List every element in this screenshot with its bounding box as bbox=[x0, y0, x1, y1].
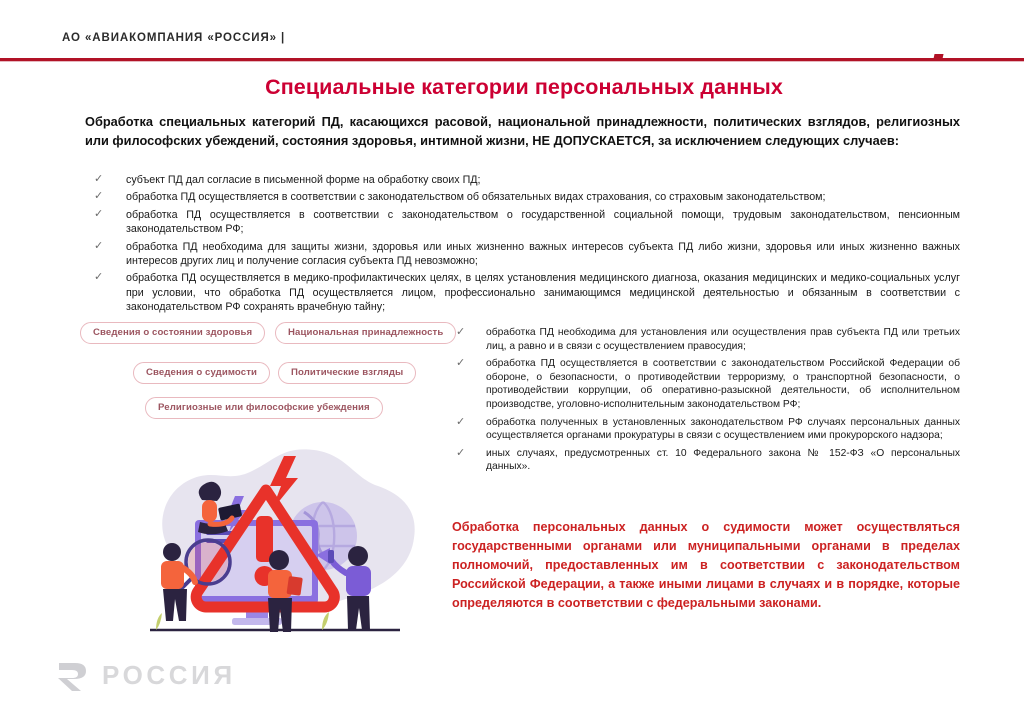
check-icon: ✓ bbox=[94, 207, 104, 220]
footer-logo bbox=[55, 654, 236, 696]
header-divider-tick bbox=[933, 54, 943, 59]
list-item bbox=[88, 190, 960, 204]
list-item bbox=[88, 208, 960, 237]
list-item bbox=[452, 416, 960, 443]
check-icon: ✓ bbox=[456, 357, 466, 370]
tag-health-information[interactable]: Сведения о состоянии здоровья bbox=[80, 322, 265, 344]
special-categories-tag-cloud bbox=[80, 320, 460, 425]
tag-criminal-record[interactable]: Сведения о судимости bbox=[133, 362, 270, 384]
plant-right bbox=[322, 612, 329, 630]
list-item-label: обработка ПД осуществляется в медико-профилактических целях, в целях установления медицинского диагноза, оказания медицинских и медико-социальных услуг при условии, что обработка ПД осуществляется лицом, профессионально занимающимся медицинской деятельностью и обязанным в соответствии с законодательством РФ сохранять врачебную тайну; bbox=[126, 272, 960, 314]
check-icon: ✓ bbox=[94, 271, 104, 284]
intro-paragraph: Обработка специальных категорий ПД, касающихся расовой, национальной принадлежности, политических взглядов, религиозных или философских убеждений, состояния здоровья, интимной жизни, НЕ ДОПУСКАЕТСЯ, за исключением следующих случаев: bbox=[85, 114, 960, 148]
plant-left bbox=[156, 613, 162, 630]
tag-religious-philosophical-beliefs[interactable]: Религиозные или философские убеждения bbox=[145, 397, 383, 419]
check-icon: ✓ bbox=[94, 173, 104, 185]
list-item-label: обработка ПД осуществляется в соответствии с законодательством о государственной социальной помощи, трудовым законодательством, пенсионным законодательством РФ; bbox=[126, 208, 960, 236]
emphasis-paragraph: Обработка персональных данных о судимости может осуществляться государственными органами или муниципальными органами в пределах полномочий, предоставленных им в соответствии с законодательством Российской Федерации, а также иными лицами в случаях и в порядке, которые определяются в соответствии с федеральными законами. bbox=[452, 520, 960, 610]
warning-triangle-people-illustration bbox=[132, 438, 452, 638]
list-item bbox=[88, 240, 960, 269]
top-conditions-list bbox=[88, 173, 960, 318]
header-divider-highlight bbox=[0, 61, 1024, 62]
page-title: Специальные категории персональных данных bbox=[265, 75, 783, 99]
list-item-label: обработка ПД необходима для защиты жизни, здоровья или иных жизненно важных интересов субъекта ПД либо жизни, здоровья или иных жизненно важных интересов других лиц и получение согласия субъекта ПД невозможно; bbox=[126, 240, 960, 268]
check-icon: ✓ bbox=[94, 190, 104, 203]
tag-nationality[interactable]: Национальная принадлежность bbox=[275, 322, 456, 344]
list-item-label: обработка ПД осуществляется в соответствии с законодательством об обязательных видах страхования, со страховым законодательством; bbox=[126, 191, 826, 204]
list-item bbox=[452, 326, 960, 353]
check-icon: ✓ bbox=[456, 415, 466, 428]
right-conditions-list bbox=[452, 326, 960, 478]
rossiya-logo-mark bbox=[55, 658, 89, 692]
list-item-label: иных случаях, предусмотренных ст. 10 Федерального закона № 152-ФЗ «О персональных данных». bbox=[486, 447, 960, 473]
slide-header bbox=[0, 0, 1024, 62]
list-item bbox=[452, 447, 960, 474]
list-item-label: субъект ПД дал согласие в письменной форме на обработку своих ПД; bbox=[126, 174, 481, 186]
rossiya-logo-text: РОССИЯ bbox=[102, 659, 236, 690]
check-icon: ✓ bbox=[456, 326, 466, 338]
list-item bbox=[452, 357, 960, 411]
list-item bbox=[88, 173, 960, 187]
check-icon: ✓ bbox=[94, 239, 104, 252]
list-item-label: обработка полученных в установленных законодательством РФ случаях персональных данных осуществляется органами прокуратуры в связи с осуществлением ими прокурорского надзора; bbox=[486, 416, 960, 442]
list-item bbox=[88, 271, 960, 314]
check-icon: ✓ bbox=[456, 446, 466, 459]
company-name: АО «АВИАКОМПАНИЯ «РОССИЯ» | bbox=[62, 32, 286, 44]
tag-political-views[interactable]: Политические взгляды bbox=[278, 362, 416, 384]
list-item-label: обработка ПД необходима для установления или осуществления прав субъекта ПД или третьих лиц, а равно и в связи с осуществлением правосудия; bbox=[486, 327, 960, 352]
list-item-label: обработка ПД осуществляется в соответствии с законодательством Российской Федерации об обороне, о безопасности, о противодействии терроризму, о транспортной безопасности, о противодействии коррупции, об оперативно-разыскной деятельности, об исполнительном производстве, уголовно-исполнительным законодательством РФ; bbox=[486, 358, 960, 410]
